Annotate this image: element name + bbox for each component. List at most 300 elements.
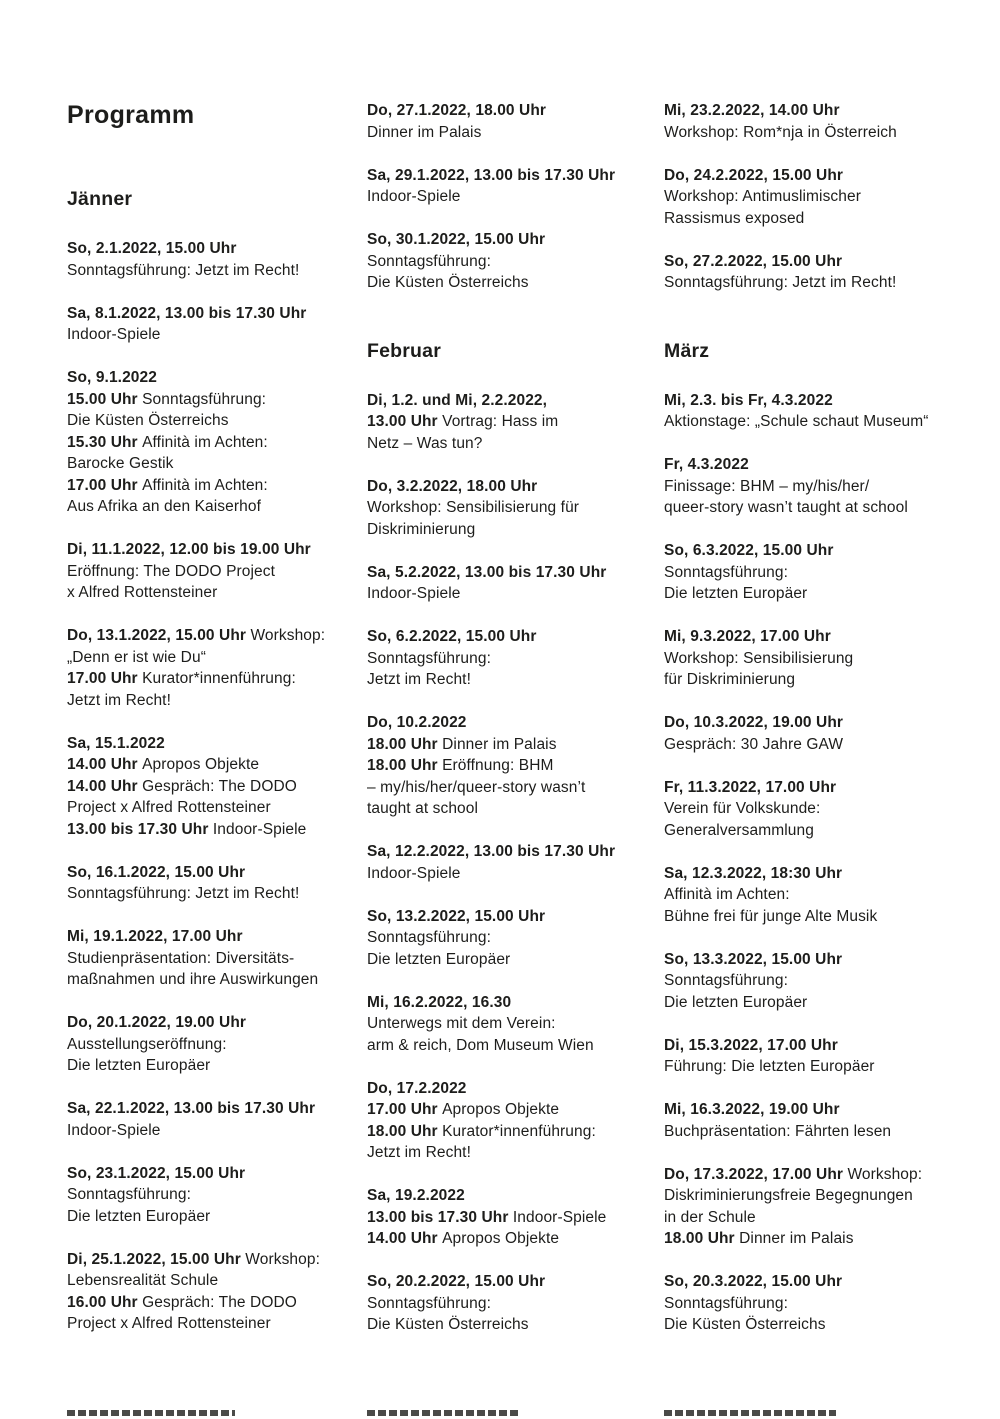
event-text: Sonntagsführung: bbox=[367, 1294, 491, 1312]
event-line bbox=[67, 582, 363, 604]
event-text: Sonntagsführung: bbox=[367, 252, 491, 270]
event-datetime: Mi, 9.3.2022, 17.00 Uhr bbox=[664, 628, 831, 645]
next-page-text-cutoff bbox=[67, 1410, 235, 1416]
month-heading: Jänner bbox=[67, 188, 133, 210]
event-line bbox=[367, 100, 663, 122]
event-text: Lebensrealität Schule bbox=[67, 1272, 219, 1289]
event-text: Die letzten Europäer bbox=[367, 950, 511, 968]
event-text: Barocke Gestik bbox=[67, 455, 174, 472]
event-line bbox=[664, 100, 960, 122]
program-column-right bbox=[664, 100, 960, 1357]
event-line bbox=[367, 927, 663, 949]
event-line bbox=[367, 626, 663, 648]
event-text: Buchpräsentation: Fährten lesen bbox=[664, 1122, 892, 1140]
event-datetime: So, 9.1.2022 bbox=[67, 369, 157, 386]
event-text: Workshop: bbox=[250, 627, 326, 644]
event-line bbox=[67, 1163, 363, 1185]
event-line bbox=[367, 433, 663, 455]
event-line bbox=[67, 733, 363, 755]
event-item bbox=[367, 562, 663, 605]
event-line bbox=[67, 539, 363, 561]
event-datetime: Sa, 12.2.2022, 13.00 bis 17.30 Uhr bbox=[367, 843, 616, 860]
event-datetime: 13.00 bis 17.30 Uhr bbox=[367, 1208, 513, 1226]
event-text: Dinner im Palais bbox=[442, 735, 557, 753]
page-title: Programm bbox=[67, 101, 195, 129]
event-item bbox=[67, 926, 363, 991]
event-line bbox=[664, 1185, 960, 1207]
event-line bbox=[664, 884, 960, 906]
event-line bbox=[664, 583, 960, 605]
event-text: arm & reich, Dom Museum Wien bbox=[367, 1036, 594, 1054]
event-datetime: So, 13.3.2022, 15.00 Uhr bbox=[664, 950, 843, 968]
event-datetime: Di, 15.3.2022, 17.00 Uhr bbox=[664, 1036, 838, 1054]
event-line bbox=[367, 648, 663, 670]
event-text: Die letzten Europäer bbox=[664, 993, 808, 1011]
event-line bbox=[67, 1313, 363, 1335]
event-datetime: 17.00 Uhr bbox=[367, 1101, 443, 1118]
event-line bbox=[67, 1034, 363, 1056]
event-item bbox=[67, 862, 363, 905]
event-line bbox=[367, 1142, 663, 1164]
event-item bbox=[664, 1164, 960, 1250]
next-page-text-cutoff bbox=[367, 1410, 519, 1416]
event-line bbox=[664, 390, 960, 412]
event-text: Sonntagsführung: bbox=[664, 972, 788, 989]
event-line bbox=[664, 476, 960, 498]
event-line bbox=[367, 1314, 663, 1336]
event-text: Die letzten Europäer bbox=[67, 1207, 211, 1225]
event-line bbox=[367, 411, 663, 433]
event-line bbox=[67, 862, 363, 884]
event-datetime: Fr, 11.3.2022, 17.00 Uhr bbox=[664, 778, 837, 796]
event-datetime: Mi, 23.2.2022, 14.00 Uhr bbox=[664, 102, 840, 119]
event-datetime: Sa, 8.1.2022, 13.00 bis 17.30 Uhr bbox=[67, 304, 307, 322]
event-item bbox=[67, 1012, 363, 1077]
event-item bbox=[67, 539, 363, 604]
event-datetime: Sa, 12.3.2022, 18:30 Uhr bbox=[664, 864, 843, 882]
event-text: Project x Alfred Rottensteiner bbox=[67, 1315, 271, 1332]
event-line bbox=[67, 625, 363, 647]
event-item bbox=[67, 733, 363, 841]
event-item bbox=[367, 165, 663, 208]
event-text: Führung: Die letzten Europäer bbox=[664, 1058, 875, 1075]
event-text: Diskriminierung bbox=[367, 520, 476, 538]
event-item bbox=[67, 1098, 363, 1141]
event-line bbox=[67, 668, 363, 690]
event-line bbox=[664, 186, 960, 208]
event-line bbox=[664, 122, 960, 144]
event-text: Sonntagsführung: bbox=[367, 929, 491, 946]
event-line bbox=[67, 238, 363, 260]
event-text: Kurator*innenführung: bbox=[442, 1122, 596, 1140]
event-text: Aktionstage: „Schule schaut Museum“ bbox=[664, 413, 929, 430]
event-datetime: So, 2.1.2022, 15.00 Uhr bbox=[67, 240, 237, 257]
event-line bbox=[664, 1228, 960, 1250]
event-text: in der Schule bbox=[664, 1208, 756, 1226]
event-line bbox=[664, 1035, 960, 1057]
event-line bbox=[664, 562, 960, 584]
event-line bbox=[367, 734, 663, 756]
month-heading: März bbox=[664, 339, 710, 362]
event-line bbox=[67, 389, 363, 411]
event-text: Sonntagsführung: bbox=[664, 1294, 788, 1312]
event-item bbox=[664, 712, 960, 755]
event-line bbox=[664, 669, 960, 691]
event-text: Indoor-Spiele bbox=[512, 1208, 607, 1226]
event-line bbox=[67, 1184, 363, 1206]
event-line bbox=[367, 390, 663, 412]
event-text: Indoor-Spiele bbox=[67, 1121, 161, 1139]
event-item bbox=[367, 1271, 663, 1336]
event-line bbox=[67, 410, 363, 432]
event-line bbox=[664, 411, 960, 433]
event-text: Gespräch: 30 Jahre GAW bbox=[664, 735, 844, 753]
event-line bbox=[67, 1012, 363, 1034]
event-line bbox=[367, 229, 663, 251]
event-datetime: 17.00 Uhr bbox=[67, 670, 143, 687]
event-line bbox=[664, 540, 960, 562]
event-line bbox=[67, 324, 363, 346]
event-item bbox=[367, 476, 663, 541]
event-datetime: 18.00 Uhr bbox=[367, 757, 443, 774]
event-datetime: 14.00 Uhr bbox=[367, 1230, 443, 1247]
event-text: Diskriminierungsfreie Begegnungen bbox=[664, 1187, 913, 1204]
event-line bbox=[664, 798, 960, 820]
event-line bbox=[367, 186, 663, 208]
event-line bbox=[67, 260, 363, 282]
event-line bbox=[367, 777, 663, 799]
event-item bbox=[664, 390, 960, 433]
event-line bbox=[367, 841, 663, 863]
event-item bbox=[664, 777, 960, 842]
event-text: Sonntagsführung: bbox=[367, 649, 491, 667]
event-line bbox=[664, 992, 960, 1014]
event-text: Die letzten Europäer bbox=[664, 585, 808, 602]
event-item bbox=[67, 238, 363, 281]
event-datetime: Fr, 4.3.2022 bbox=[664, 456, 749, 473]
event-datetime: 14.00 Uhr bbox=[67, 756, 143, 773]
event-line bbox=[367, 798, 663, 820]
event-text: Gespräch: The DODO bbox=[142, 1293, 297, 1311]
event-datetime: So, 13.2.2022, 15.00 Uhr bbox=[367, 907, 546, 925]
event-item bbox=[67, 367, 363, 518]
event-line bbox=[664, 1271, 960, 1293]
event-line bbox=[67, 1292, 363, 1314]
event-item bbox=[367, 626, 663, 691]
event-item bbox=[664, 454, 960, 519]
event-text: taught at school bbox=[367, 800, 479, 817]
event-line bbox=[367, 1228, 663, 1250]
event-line bbox=[367, 992, 663, 1014]
event-item bbox=[664, 251, 960, 294]
event-text: Sonntagsführung: bbox=[67, 1186, 191, 1203]
event-line bbox=[664, 1314, 960, 1336]
event-text: Kurator*innenführung: bbox=[142, 670, 296, 687]
event-datetime: Mi, 19.1.2022, 17.00 Uhr bbox=[67, 928, 243, 945]
event-text: Aus Afrika an den Kaiserhof bbox=[67, 498, 261, 515]
event-item bbox=[664, 100, 960, 143]
event-text: Sonntagsführung: Jetzt im Recht! bbox=[67, 261, 300, 279]
event-line bbox=[367, 519, 663, 541]
event-line bbox=[67, 1249, 363, 1271]
event-datetime: Di, 25.1.2022, 15.00 Uhr bbox=[67, 1250, 246, 1268]
event-text: Die Küsten Österreichs bbox=[67, 412, 229, 429]
event-line bbox=[67, 1270, 363, 1292]
event-line bbox=[367, 1035, 663, 1057]
event-datetime: Do, 17.2.2022 bbox=[367, 1079, 467, 1097]
event-line bbox=[67, 883, 363, 905]
event-datetime: So, 30.1.2022, 15.00 Uhr bbox=[367, 231, 546, 248]
event-line bbox=[664, 820, 960, 842]
event-line bbox=[664, 626, 960, 648]
event-line bbox=[367, 755, 663, 777]
event-line bbox=[67, 475, 363, 497]
event-text: Finissage: BHM – my/his/her/ bbox=[664, 477, 870, 495]
event-text: Dinner im Palais bbox=[367, 123, 482, 141]
event-line bbox=[664, 1121, 960, 1143]
event-line bbox=[67, 496, 363, 518]
event-item bbox=[367, 100, 663, 143]
event-line bbox=[67, 690, 363, 712]
event-line bbox=[664, 165, 960, 187]
event-text: Vortrag: Hass im bbox=[442, 413, 559, 430]
event-line bbox=[367, 272, 663, 294]
event-datetime: Sa, 5.2.2022, 13.00 bis 17.30 Uhr bbox=[367, 563, 607, 581]
event-datetime: Do, 24.2.2022, 15.00 Uhr bbox=[664, 166, 844, 184]
event-datetime: So, 16.1.2022, 15.00 Uhr bbox=[67, 863, 246, 881]
event-text: Die Küsten Österreichs bbox=[664, 1316, 826, 1333]
next-page-text-cutoff bbox=[664, 1410, 836, 1416]
event-line bbox=[67, 1098, 363, 1120]
event-text: Eröffnung: BHM bbox=[442, 757, 554, 774]
month-heading: Februar bbox=[367, 339, 442, 362]
event-text: Netz – Was tun? bbox=[367, 434, 483, 452]
event-line bbox=[367, 712, 663, 734]
event-datetime: 17.00 Uhr bbox=[67, 476, 143, 494]
event-text: Affinità im Achten: bbox=[142, 476, 268, 494]
event-line bbox=[664, 949, 960, 971]
event-line bbox=[67, 1055, 363, 1077]
event-datetime: So, 6.3.2022, 15.00 Uhr bbox=[664, 542, 834, 559]
event-datetime: Di, 1.2. und Mi, 2.2.2022, bbox=[367, 391, 548, 409]
event-datetime: 15.30 Uhr bbox=[67, 433, 143, 451]
event-line bbox=[664, 648, 960, 670]
event-item bbox=[67, 303, 363, 346]
event-text: Indoor-Spiele bbox=[67, 326, 161, 343]
event-line bbox=[67, 647, 363, 669]
event-text: Studienpräsentation: Diversitäts- bbox=[67, 949, 295, 967]
event-item bbox=[664, 949, 960, 1014]
event-datetime: Do, 10.2.2022 bbox=[367, 714, 467, 731]
event-item bbox=[367, 841, 663, 884]
event-item bbox=[67, 625, 363, 711]
event-line bbox=[67, 948, 363, 970]
event-line bbox=[367, 583, 663, 605]
event-text: Workshop: Rom*nja in Österreich bbox=[664, 123, 897, 141]
event-item bbox=[664, 626, 960, 691]
event-line bbox=[67, 819, 363, 841]
event-text: maßnahmen und ihre Auswirkungen bbox=[67, 971, 319, 988]
event-item bbox=[67, 1163, 363, 1228]
event-datetime: Do, 10.3.2022, 19.00 Uhr bbox=[664, 714, 844, 731]
event-text: Project x Alfred Rottensteiner bbox=[67, 799, 271, 816]
event-line bbox=[367, 669, 663, 691]
event-datetime: 14.00 Uhr bbox=[67, 777, 143, 795]
event-line bbox=[67, 797, 363, 819]
event-text: Jetzt im Recht! bbox=[367, 671, 471, 688]
event-line bbox=[67, 303, 363, 325]
event-item bbox=[664, 1035, 960, 1078]
event-line bbox=[367, 1013, 663, 1035]
event-text: Affinità im Achten: bbox=[664, 886, 790, 903]
event-datetime: 18.00 Uhr bbox=[367, 1122, 443, 1140]
event-line bbox=[664, 1164, 960, 1186]
event-line bbox=[367, 562, 663, 584]
event-item bbox=[664, 540, 960, 605]
event-item bbox=[367, 390, 663, 455]
event-text: „Denn er ist wie Du“ bbox=[67, 648, 206, 666]
event-line bbox=[367, 165, 663, 187]
event-datetime: So, 6.2.2022, 15.00 Uhr bbox=[367, 628, 537, 645]
event-text: Indoor-Spiele bbox=[367, 864, 461, 882]
event-text: Indoor-Spiele bbox=[367, 585, 461, 602]
event-line bbox=[367, 906, 663, 928]
event-text: Sonntagsführung: bbox=[664, 563, 788, 581]
event-line bbox=[664, 1099, 960, 1121]
event-text: Die Küsten Österreichs bbox=[367, 1316, 529, 1333]
event-line bbox=[367, 1271, 663, 1293]
event-datetime: Do, 13.1.2022, 15.00 Uhr bbox=[67, 627, 251, 644]
event-datetime: So, 23.1.2022, 15.00 Uhr bbox=[67, 1164, 246, 1182]
event-line bbox=[67, 776, 363, 798]
event-line bbox=[67, 432, 363, 454]
event-line bbox=[664, 272, 960, 294]
event-text: – my/his/her/queer-story wasn’t bbox=[367, 778, 586, 796]
event-text: Workshop: bbox=[847, 1165, 923, 1183]
event-item bbox=[367, 1185, 663, 1250]
event-line bbox=[664, 454, 960, 476]
event-datetime: 13.00 Uhr bbox=[367, 413, 443, 430]
event-text: Ausstellungseröffnung: bbox=[67, 1035, 227, 1053]
event-item bbox=[664, 165, 960, 230]
event-line bbox=[664, 906, 960, 928]
event-datetime: So, 20.3.2022, 15.00 Uhr bbox=[664, 1273, 843, 1290]
event-text: Jetzt im Recht! bbox=[367, 1144, 471, 1161]
event-text: Die letzten Europäer bbox=[67, 1057, 211, 1074]
event-datetime: Sa, 19.2.2022 bbox=[367, 1187, 465, 1204]
event-line bbox=[67, 561, 363, 583]
event-datetime: Do, 27.1.2022, 18.00 Uhr bbox=[367, 102, 547, 119]
event-line bbox=[664, 208, 960, 230]
event-datetime: Sa, 29.1.2022, 13.00 bis 17.30 Uhr bbox=[367, 166, 616, 184]
event-line bbox=[67, 1120, 363, 1142]
event-line bbox=[67, 969, 363, 991]
event-line bbox=[367, 949, 663, 971]
event-datetime: Sa, 15.1.2022 bbox=[67, 734, 165, 752]
event-text: Eröffnung: The DODO Project bbox=[67, 562, 276, 580]
event-text: x Alfred Rottensteiner bbox=[67, 584, 218, 601]
event-text: Indoor-Spiele bbox=[212, 820, 307, 838]
event-text: Unterwegs mit dem Verein: bbox=[367, 1015, 556, 1032]
event-datetime: Di, 11.1.2022, 12.00 bis 19.00 Uhr bbox=[67, 541, 311, 558]
event-item bbox=[664, 1271, 960, 1336]
event-line bbox=[367, 122, 663, 144]
event-datetime: 18.00 Uhr bbox=[367, 735, 443, 753]
event-line bbox=[367, 1293, 663, 1315]
event-line bbox=[664, 777, 960, 799]
event-datetime: Do, 20.1.2022, 19.00 Uhr bbox=[67, 1014, 247, 1031]
event-line bbox=[367, 1099, 663, 1121]
event-item bbox=[664, 1099, 960, 1142]
event-text: Die Küsten Österreichs bbox=[367, 274, 529, 291]
event-line bbox=[67, 367, 363, 389]
event-datetime: So, 27.2.2022, 15.00 Uhr bbox=[664, 252, 843, 270]
event-text: Jetzt im Recht! bbox=[67, 691, 171, 709]
event-datetime: Mi, 16.3.2022, 19.00 Uhr bbox=[664, 1101, 840, 1118]
event-text: Sonntagsführung: Jetzt im Recht! bbox=[67, 885, 300, 902]
event-line bbox=[67, 1206, 363, 1228]
event-text: Bühne frei für junge Alte Musik bbox=[664, 907, 878, 925]
event-item bbox=[367, 229, 663, 294]
program-column-middle bbox=[367, 100, 663, 1357]
event-datetime: 13.00 bis 17.30 Uhr bbox=[67, 820, 213, 838]
event-text: Apropos Objekte bbox=[142, 756, 260, 773]
event-text: Gespräch: The DODO bbox=[142, 777, 297, 795]
event-line bbox=[367, 1207, 663, 1229]
event-text: Verein für Volkskunde: bbox=[664, 800, 821, 817]
event-line bbox=[664, 734, 960, 756]
program-column-left bbox=[67, 100, 363, 1356]
event-item bbox=[367, 906, 663, 971]
event-line bbox=[367, 1078, 663, 1100]
event-text: queer-story wasn’t taught at school bbox=[664, 499, 908, 516]
event-line bbox=[664, 1056, 960, 1078]
event-text: Generalversammlung bbox=[664, 821, 814, 839]
event-text: Sonntagsführung: bbox=[142, 390, 267, 408]
event-datetime: Mi, 16.2.2022, 16.30 bbox=[367, 993, 512, 1011]
event-item bbox=[367, 712, 663, 820]
event-line bbox=[664, 863, 960, 885]
event-text: für Diskriminierung bbox=[664, 671, 796, 688]
event-text: Dinner im Palais bbox=[739, 1230, 854, 1247]
event-text: Workshop: Sensibilisierung bbox=[664, 649, 854, 667]
event-datetime: Mi, 2.3. bis Fr, 4.3.2022 bbox=[664, 391, 833, 409]
event-text: Indoor-Spiele bbox=[367, 188, 461, 205]
event-line bbox=[664, 251, 960, 273]
event-datetime: 16.00 Uhr bbox=[67, 1293, 143, 1311]
event-line bbox=[367, 863, 663, 885]
event-line bbox=[664, 712, 960, 734]
event-item bbox=[367, 1078, 663, 1164]
event-line bbox=[367, 1185, 663, 1207]
event-item bbox=[67, 1249, 363, 1335]
event-text: Workshop: Antimuslimischer bbox=[664, 188, 861, 205]
event-line bbox=[664, 970, 960, 992]
event-datetime: 15.00 Uhr bbox=[67, 390, 143, 408]
event-text: Sonntagsführung: Jetzt im Recht! bbox=[664, 274, 897, 291]
event-text: Rassismus exposed bbox=[664, 209, 805, 227]
event-datetime: Sa, 22.1.2022, 13.00 bis 17.30 Uhr bbox=[67, 1100, 316, 1117]
event-line bbox=[67, 926, 363, 948]
event-datetime: Do, 3.2.2022, 18.00 Uhr bbox=[367, 477, 538, 495]
event-line bbox=[367, 497, 663, 519]
event-line bbox=[664, 1293, 960, 1315]
event-line bbox=[67, 453, 363, 475]
event-line bbox=[664, 497, 960, 519]
event-text: Workshop: bbox=[245, 1250, 320, 1268]
event-datetime: So, 20.2.2022, 15.00 Uhr bbox=[367, 1273, 546, 1290]
event-line bbox=[67, 754, 363, 776]
